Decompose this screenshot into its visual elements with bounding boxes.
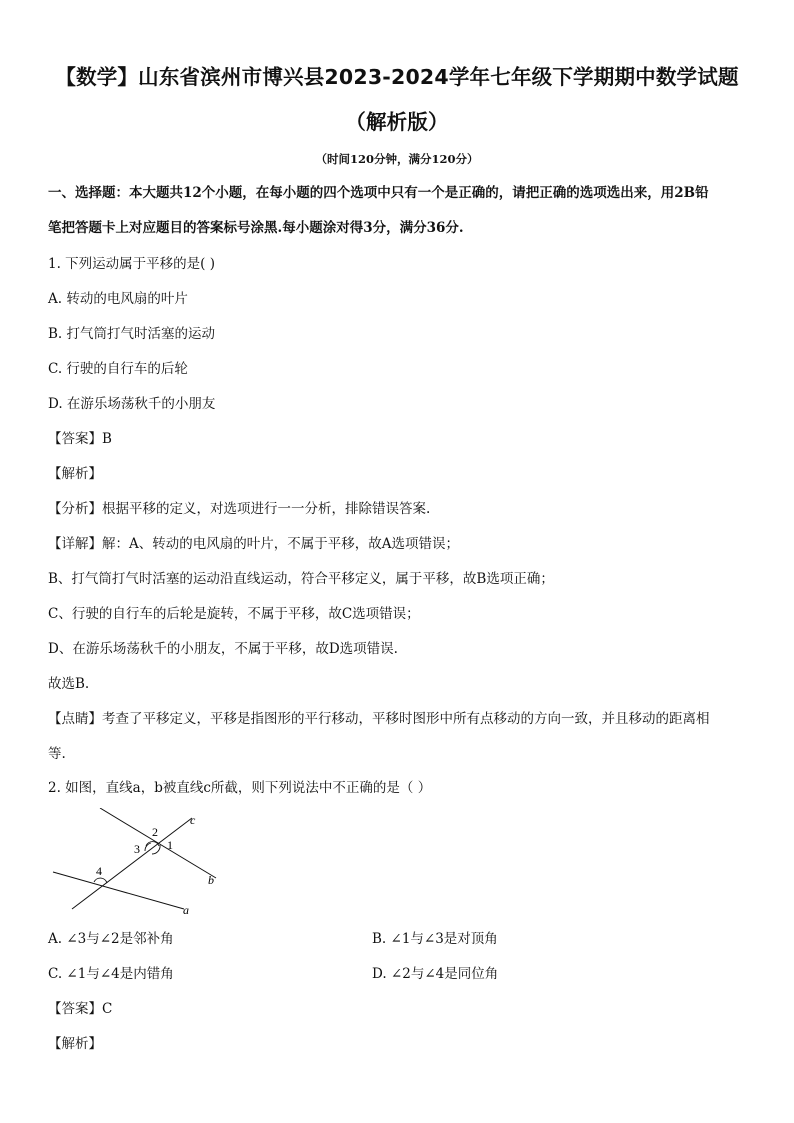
q1-option-d: D. 在游乐场荡秋千的小朋友	[48, 396, 216, 412]
document-title-suffix: （解析版）	[345, 110, 449, 134]
q1-detail-line2: B、打气筒打气时活塞的运动沿直线运动，符合平移定义，属于平移，故B选项正确；	[48, 571, 554, 587]
angle-4-arc	[94, 878, 107, 883]
q1-detail-line1: 【详解】解：A、转动的电风扇的叶片，不属于平移，故A选项错误；	[48, 536, 459, 552]
q2-option-d: D. ∠2与∠4是同位角	[372, 966, 499, 982]
q1-dianjing-line2: 等.	[48, 746, 66, 762]
q1-conclusion: 故选B.	[48, 676, 90, 692]
document-title: 【数学】山东省滨州市博兴县2023-2024学年七年级下学期期中数学试题	[55, 65, 739, 89]
label-angle-3: 3	[134, 842, 140, 856]
q1-option-a: A. 转动的电风扇的叶片	[48, 291, 188, 307]
exam-time-note: （时间120分钟，满分120分）	[315, 152, 479, 166]
q2-answer: 【答案】C	[48, 1001, 113, 1017]
line-a	[53, 872, 184, 909]
q1-option-c: C. 行驶的自行车的后轮	[48, 361, 188, 377]
q1-dianjing-line1: 【点睛】考查了平移定义，平移是指图形的平行移动，平移时图形中所有点移动的方向一致，并且移动的距离相	[48, 711, 710, 727]
q2-option-c: C. ∠1与∠4是内错角	[48, 966, 174, 982]
q2-option-b: B. ∠1与∠3是对顶角	[372, 931, 498, 947]
q2-option-a: A. ∠3与∠2是邻补角	[48, 931, 174, 947]
q2-analysis-label: 【解析】	[48, 1036, 102, 1052]
line-c	[72, 818, 192, 909]
section-instructions-line2: 笔把答题卡上对应题目的答案标号涂黑.每小题涂对得3分，满分36分.	[48, 220, 464, 236]
q1-analysis-fenxi: 【分析】根据平移的定义，对选项进行一一分析，排除错误答案.	[48, 501, 431, 517]
q1-detail-line4: D、在游乐场荡秋千的小朋友，不属于平移，故D选项错误.	[48, 641, 398, 657]
q1-answer: 【答案】B	[48, 431, 112, 447]
q1-stem: 1. 下列运动属于平移的是( )	[48, 256, 215, 272]
q2-figure	[48, 808, 228, 920]
label-a: a	[183, 903, 189, 917]
line-b	[100, 808, 216, 878]
angle-1-arc	[152, 845, 160, 854]
label-angle-1: 1	[167, 838, 173, 852]
q1-option-b: B. 打气筒打气时活塞的运动	[48, 326, 216, 342]
q1-analysis-label: 【解析】	[48, 466, 102, 482]
label-angle-2: 2	[152, 825, 158, 839]
q1-detail-line3: C、行驶的自行车的后轮是旋转，不属于平移，故C选项错误；	[48, 606, 420, 622]
label-angle-4: 4	[96, 864, 102, 878]
label-c: c	[190, 813, 196, 827]
q2-stem: 2. 如图，直线a，b被直线c所截，则下列说法中不正确的是（ ）	[48, 780, 432, 796]
label-b: b	[208, 873, 214, 887]
section-instructions-line1: 一、选择题：本大题共12个小题，在每小题的四个选项中只有一个是正确的，请把正确的选项选出来，用2B铅	[48, 185, 709, 201]
